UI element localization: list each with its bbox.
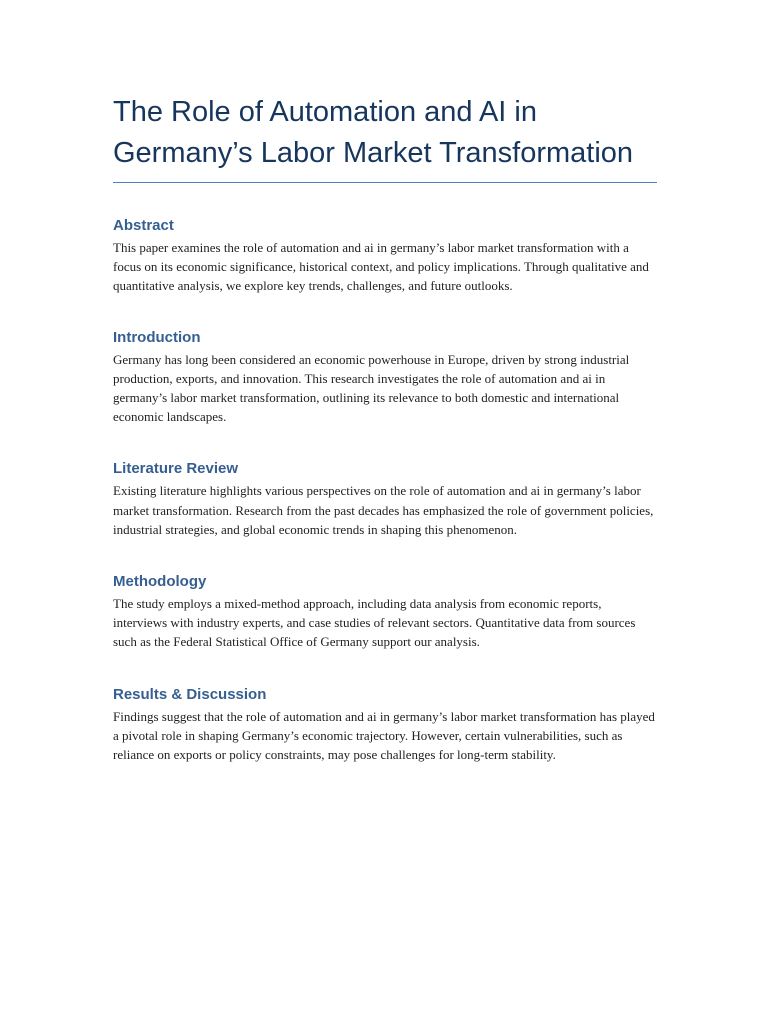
section-heading-abstract: Abstract bbox=[113, 217, 174, 234]
section-introduction bbox=[113, 328, 657, 427]
section-body-results-discussion: Findings suggest that the role of automation and ai in germany’s labor market transformation has played a pivotal role in shaping Germany’s economic trajectory. However, certain vulnerabilities, such as reliance on exports or policy constraints, may pose challenges for long-term stability. bbox=[113, 708, 655, 763]
section-heading-literature-review: Literature Review bbox=[113, 460, 239, 478]
document-title: The Role of Automation and AI in Germany’s Labor Market Transformation bbox=[113, 92, 657, 183]
section-heading-results-discussion: Results & Discussion bbox=[113, 685, 267, 703]
section-body-abstract: This paper examines the role of automation and ai in germany’s labor market transformation with a focus on its economic significance, historical context, and policy implications. Through qualitative and quantitative analysis, we explore key trends, challenges, and future outlooks. bbox=[113, 240, 649, 294]
section-methodology bbox=[113, 572, 657, 652]
document-page bbox=[113, 92, 657, 764]
section-abstract bbox=[113, 216, 657, 296]
section-heading-introduction: Introduction bbox=[113, 328, 201, 346]
section-body-introduction: Germany has long been considered an economic powerhouse in Europe, driven by strong industrial production, exports, and innovation. This research investigates the role of automation and ai in germany’s labor market transformation, outlining its relevance to both domestic and international economic landscapes. bbox=[113, 351, 630, 425]
section-body-literature-review: Existing literature highlights various perspectives on the role of automation and ai in germany’s labor market transformation. Research from the past decades has emphasized the role of government policies, industrial strategies, and global economic trends in shaping this phenomenon. bbox=[113, 483, 654, 537]
section-results-discussion bbox=[113, 685, 657, 765]
section-literature-review bbox=[113, 459, 657, 539]
section-heading-methodology: Methodology bbox=[113, 573, 207, 591]
section-body-methodology: The study employs a mixed-method approach, including data analysis from economic reports, interviews with industry experts, and case studies of relevant sectors. Quantitative data from sources such as the Federal Statistical Office of Germany support our analysis. bbox=[113, 596, 636, 650]
